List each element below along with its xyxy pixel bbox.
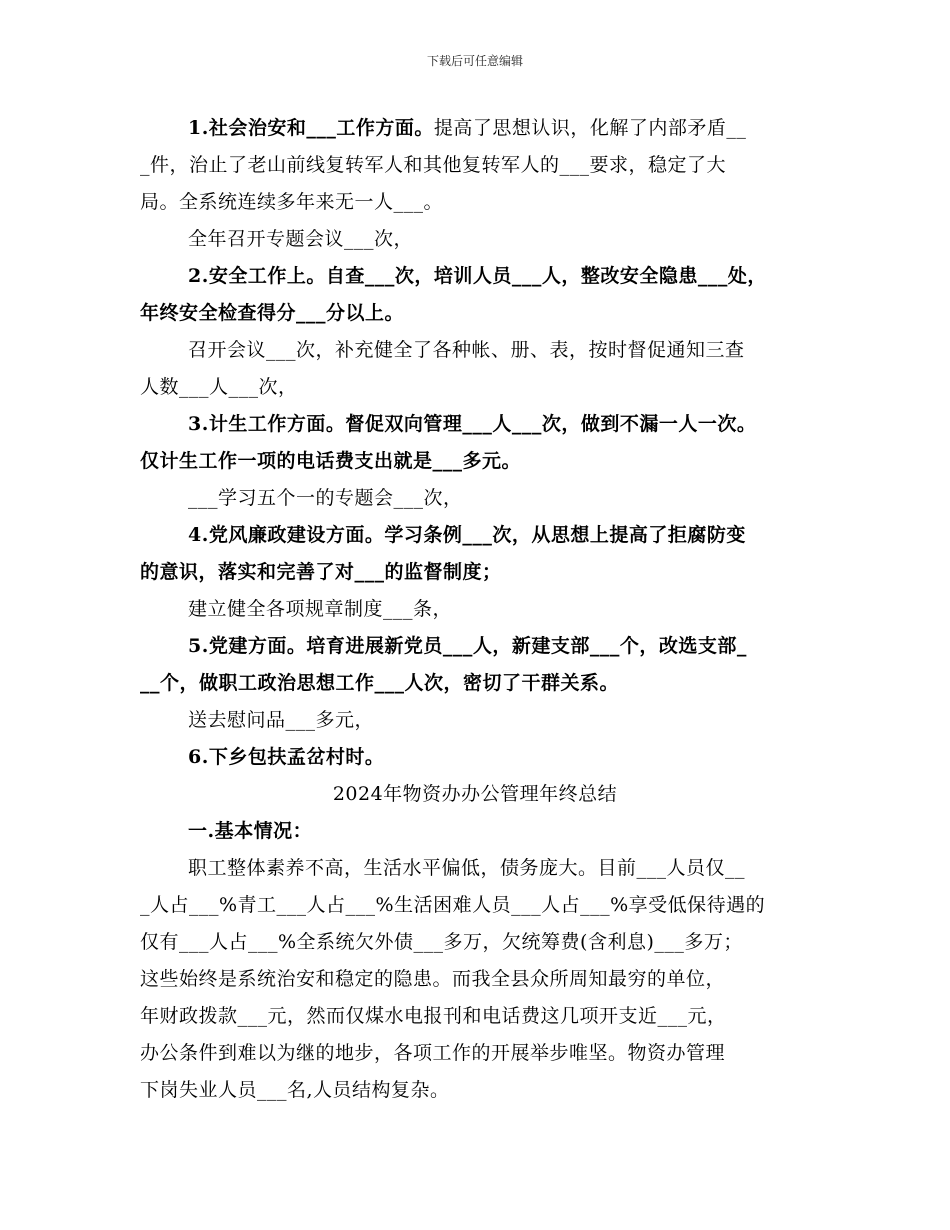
section-heading-line: 仅计生工作一项的电话费支出就是___多元。 bbox=[140, 450, 522, 472]
paragraph-line: 召开会议___次，补充健全了各种帐、册、表，按时督促通知三查 bbox=[188, 339, 745, 361]
section-heading-line: 一.基本情况： bbox=[188, 820, 313, 842]
section-heading-line: 6.下乡包扶孟岔村时。 bbox=[188, 746, 385, 768]
paragraph-line: 年财政拨款___元，然而仅煤水电报刊和电话费这几项开支近___元， bbox=[140, 1005, 727, 1027]
page-header: 下载后可任意编辑 bbox=[426, 54, 523, 68]
section-heading-line: 3.计生工作方面。督促双向管理___人___次，做到不漏一人一次。 bbox=[188, 413, 757, 435]
document-body bbox=[140, 110, 830, 1109]
section-heading-line: 5.党建方面。培育进展新党员___人，新建支部___个，改选支部_ bbox=[188, 635, 747, 657]
section-heading: 1.社会治安和___工作方面。 bbox=[188, 117, 434, 139]
section-heading-line: 年终安全检查得分___分以上。 bbox=[140, 302, 405, 324]
paragraph-line: _人占___%青工___人占___%生活困难人员___人占___%享受低保待遇的 bbox=[140, 894, 766, 916]
section-heading-line: 的意识，落实和完善了对___的监督制度； bbox=[140, 561, 502, 583]
text-run: 提高了思想认识，化解了内部矛盾__ bbox=[433, 117, 747, 139]
paragraph-line: 职工整体素养不高，生活水平偏低，债务庞大。目前___人员仅__ bbox=[188, 857, 746, 879]
paragraph-line: _件，治止了老山前线复转军人和其他复转军人的___要求，稳定了大 bbox=[140, 154, 727, 176]
section-heading-line: __个，做职工政治思想工作___人次，密切了干群关系。 bbox=[140, 672, 620, 694]
section-heading-line: 4.党风廉政建设方面。学习条例___次，从思想上提高了拒腐防变 bbox=[188, 524, 746, 546]
paragraph-line: ___学习五个一的专题会___次， bbox=[188, 487, 463, 509]
paragraph-line: 建立健全各项规章制度___条， bbox=[188, 598, 453, 620]
paragraph-line: 下岗失业人员___名,人员结构复杂。 bbox=[140, 1079, 450, 1101]
paragraph-line: 仅有___人占___%全系统欠外债___多万，欠统筹费(含利息)___多万； bbox=[140, 931, 743, 953]
paragraph-line: 这些始终是系统治安和稳定的隐患。而我全县众所周知最穷的单位， bbox=[140, 968, 726, 990]
section-heading-line: 2.安全工作上。自查___次，培训人员___人，整改安全隐患___处， bbox=[188, 265, 767, 287]
paragraph-line: 局。全系统连续多年来无一人___。 bbox=[140, 191, 444, 213]
document-title: 2024年物资办办公管理年终总结 bbox=[332, 783, 618, 805]
paragraph-line: 全年召开专题会议___次， bbox=[188, 228, 414, 250]
paragraph-line bbox=[140, 110, 830, 147]
paragraph-line: 送去慰问品___多元， bbox=[188, 709, 375, 731]
paragraph-line: 人数___人___次， bbox=[140, 376, 298, 398]
paragraph-line: 办公条件到难以为继的地步，各项工作的开展举步唯坚。物资办管理 bbox=[140, 1042, 726, 1064]
